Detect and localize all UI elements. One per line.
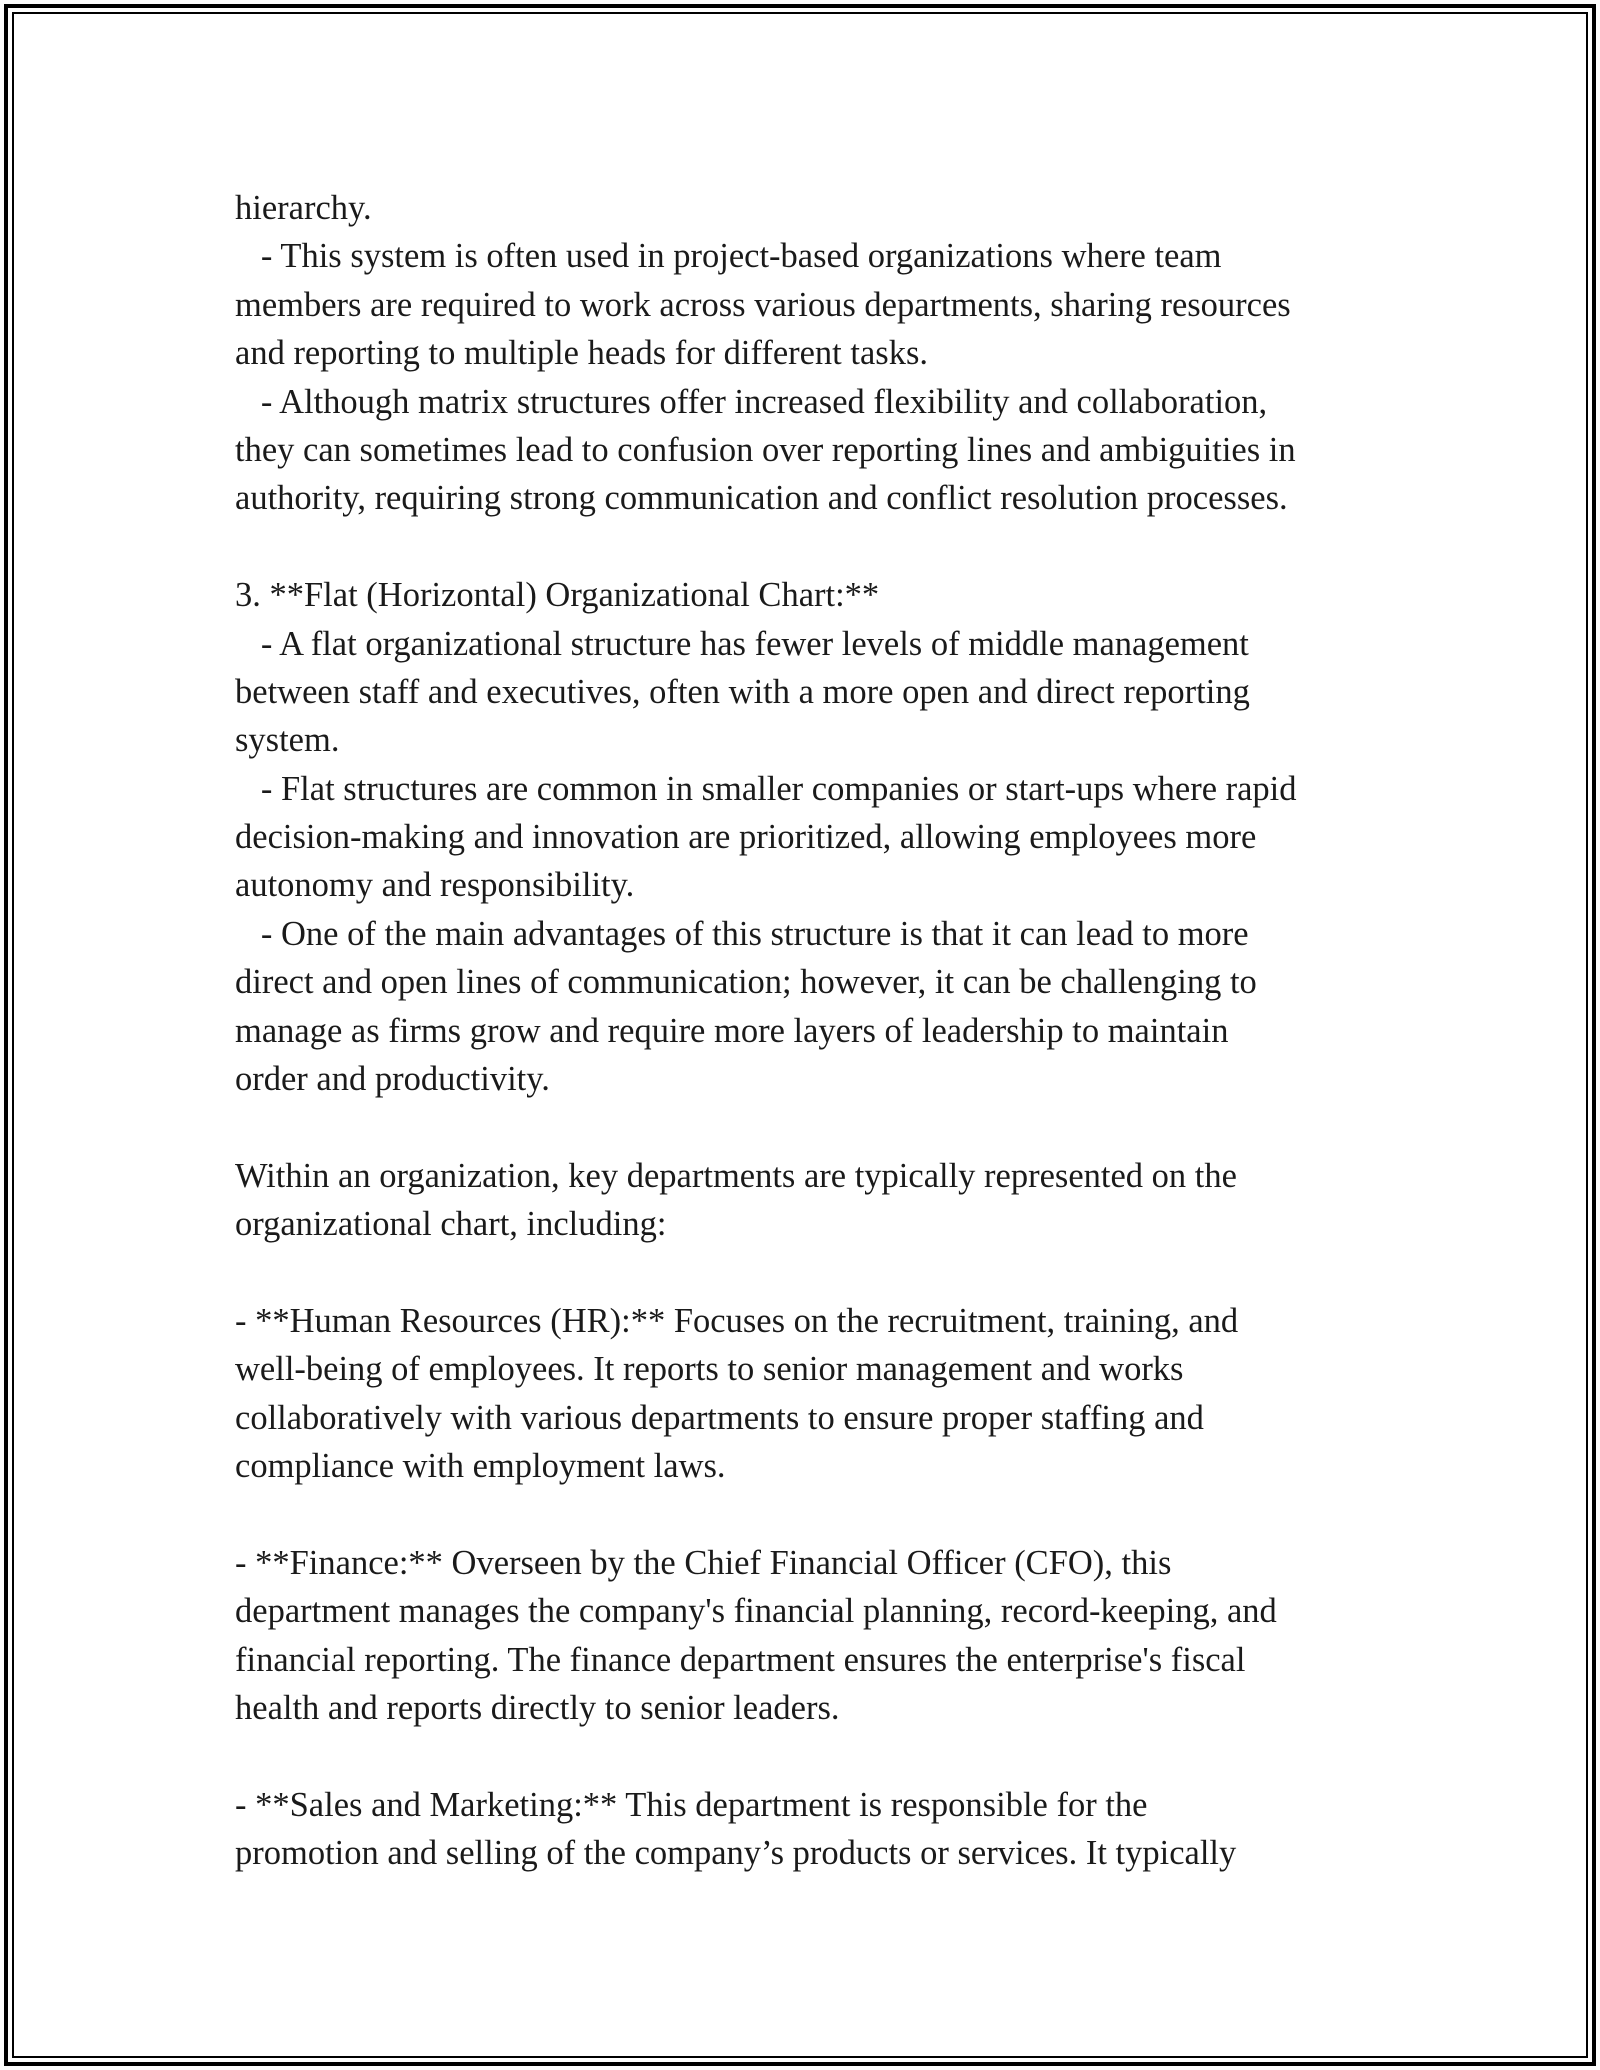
text-line: system.: [235, 721, 340, 760]
text-line: - This system is often used in project-based organizations where team: [235, 237, 1222, 276]
text-line: - A flat organizational structure has fewer levels of middle management: [235, 624, 1249, 663]
text-line: Within an organization, key departments are typically represented on the: [235, 1156, 1237, 1195]
text-line: they can sometimes lead to confusion over reporting lines and ambiguities in: [235, 430, 1296, 469]
list-item: - **Sales and Marketing:** This department is responsible for the: [235, 1785, 1148, 1824]
text-line: well-being of employees. It reports to senior management and works: [235, 1350, 1184, 1389]
text-line: hierarchy.: [235, 189, 372, 227]
text-line: health and reports directly to senior leaders.: [235, 1689, 840, 1728]
text-line: - Flat structures are common in smaller companies or start-ups where rapid: [235, 769, 1297, 808]
text-line: - Although matrix structures offer increased flexibility and collaboration,: [235, 382, 1268, 421]
text-line: manage as firms grow and require more layers of leadership to maintain: [235, 1011, 1229, 1050]
blank-line: [235, 1733, 1415, 1781]
text-line: authority, requiring strong communication and conflict resolution processes.: [235, 479, 1288, 518]
blank-line: [235, 523, 1415, 571]
blank-line: [235, 1103, 1415, 1151]
text-line: direct and open lines of communication; however, it can be challenging to: [235, 963, 1257, 1002]
text-line: department manages the company's financial planning, record-keeping, and: [235, 1592, 1277, 1631]
text-line: members are required to work across various departments, sharing resources: [235, 285, 1291, 324]
blank-line: [235, 1491, 1415, 1539]
section-heading: 3. **Flat (Horizontal) Organizational Chart:**: [235, 576, 880, 615]
text-line: autonomy and responsibility.: [235, 866, 635, 905]
text-line: order and productivity.: [235, 1060, 550, 1099]
text-line: between staff and executives, often with a more open and direct reporting: [235, 672, 1250, 711]
list-item: - **Human Resources (HR):** Focuses on the recruitment, training, and: [235, 1301, 1239, 1340]
text-line: promotion and selling of the company’s products or services. It typically: [235, 1834, 1237, 1873]
text-line: financial reporting. The finance department ensures the enterprise's fiscal: [235, 1640, 1246, 1679]
document-body: [235, 184, 1415, 1878]
text-line: decision-making and innovation are prioritized, allowing employees more: [235, 818, 1257, 857]
list-item: - **Finance:** Overseen by the Chief Financial Officer (CFO), this: [235, 1543, 1172, 1582]
blank-line: [235, 1249, 1415, 1297]
text-line: organizational chart, including:: [235, 1205, 667, 1244]
text-line: collaboratively with various departments to ensure proper staffing and: [235, 1398, 1204, 1437]
text-line: and reporting to multiple heads for different tasks.: [235, 334, 929, 373]
text-line: compliance with employment laws.: [235, 1447, 726, 1486]
text-line: - One of the main advantages of this structure is that it can lead to more: [235, 914, 1249, 953]
